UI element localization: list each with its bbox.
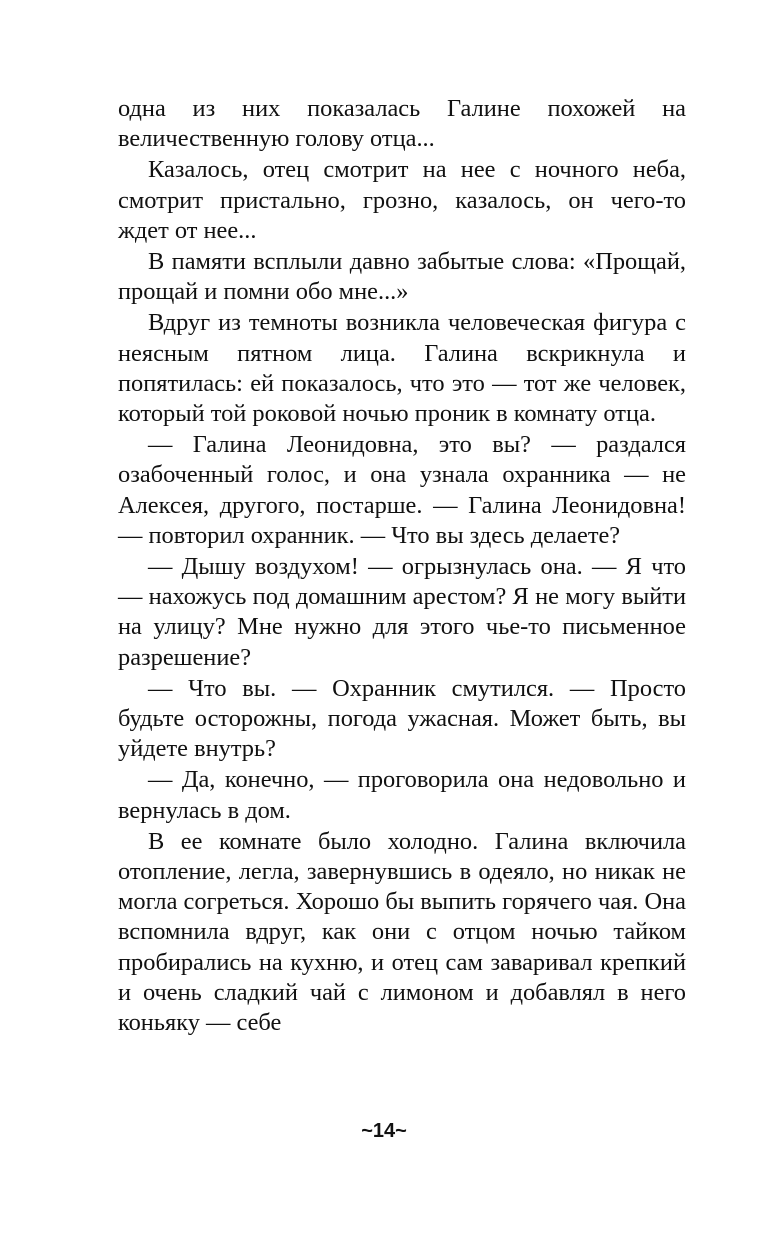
paragraph-4: Вдруг из темноты возникла человеческая фигура с неясным пятном лица. Галина вскрикнула и попятилась: ей показалось, что это — тот же человек, который той роковой ночью проник в комнату отца. <box>118 309 686 428</box>
paragraph-7: — Что вы. — Охранник смутился. — Просто будьте осторожны, погода ужасная. Может быть, вы уйдете внутрь? <box>118 674 686 763</box>
page-body <box>118 94 686 1038</box>
paragraph-3: В памяти всплыли давно забытые слова: «Прощай, прощай и помни обо мне...» <box>118 248 686 306</box>
paragraph-1: одна из них показалась Галине похожей на величественную голову отца... <box>118 95 686 153</box>
paragraph-2: Казалось, отец смотрит на нее с ночного неба, смотрит пристально, грозно, казалось, он чего-то ждет от нее... <box>118 156 686 244</box>
paragraph-5: — Галина Леонидовна, это вы? — раздался озабоченный голос, и она узнала охранника — не Алексея, другого, постарше. — Галина Леонидовна! — повторил охранник. — Что вы здесь делаете? <box>118 431 686 549</box>
paragraph-8: — Да, конечно, — проговорила она недовольно и вернулась в дом. <box>118 766 686 824</box>
page-number: ~14~ <box>361 1120 407 1142</box>
paragraph-9: В ее комнате было холодно. Галина включила отопление, легла, завернувшись в одеяло, но никак не могла согреться. Хорошо бы выпить горячего чая. Она вспомнила вдруг, как они с отцом ночью тайком пробирались на кухню, и отец сам заваривал крепкий и очень сладкий чай с лимоном и добавлял в него коньяку — себе <box>118 827 686 1037</box>
paragraph-6: — Дышу воздухом! — огрызнулась она. — Я что — нахожусь под домашним арестом? Я не могу выйти на улицу? Мне нужно для этого чье-то письменное разрешение? <box>118 553 686 671</box>
